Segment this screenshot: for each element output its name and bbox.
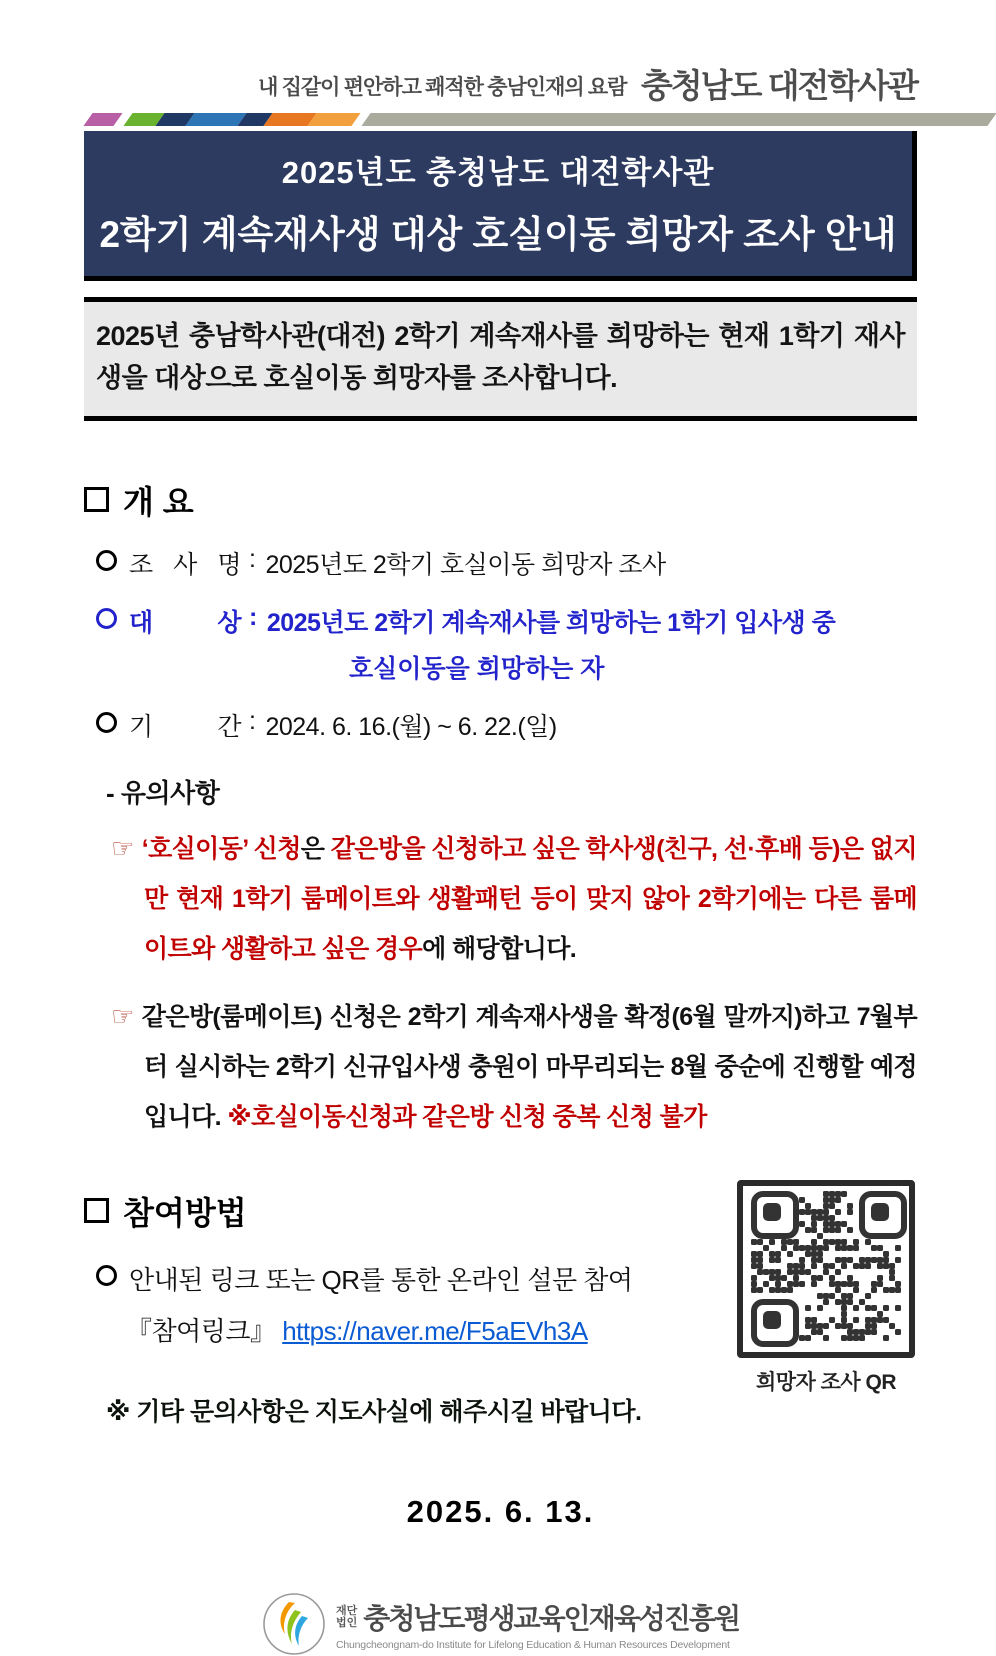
qr-caption: 희망자 조사 QR — [755, 1370, 897, 1394]
organization-logo-icon — [262, 1592, 326, 1656]
overview-item-period — [84, 707, 917, 743]
survey-name-value: 2025년도 2학기 호실이동 희망자 조사 — [265, 550, 666, 579]
org-prefix — [336, 1605, 357, 1629]
color-bar-segment — [307, 113, 360, 126]
overview-item-target — [84, 603, 917, 639]
colon: : — [249, 544, 256, 573]
title-line2: 2학기 계속재사생 대상 호실이동 희망자 조사 안내 — [99, 214, 897, 255]
organization-name-english: Chungcheongnam-do Institute for Lifelong Education & Human Resources Development — [336, 1638, 730, 1651]
pointing-hand-icon: ☞ — [111, 1000, 134, 1031]
notice-page — [2, 0, 994, 1651]
notes-heading: - 유의사항 — [106, 777, 220, 808]
period-label: 기 간 — [129, 712, 241, 741]
target-value-line2: 호실이동을 희망하는 자 — [349, 654, 605, 683]
circle-bullet-icon — [96, 1265, 117, 1286]
target-value-line1: 2025년도 2학기 계속재사를 희망하는 1학기 입사생 중 — [266, 608, 836, 637]
note2-black-segment: 같은방(룸메이트) 신청은 2학기 계속재사생을 확정(6월 말까지)하고 7월부터 실시하는 2학기 신규입사생 충원이 마무리되는 8월 중순에 진행할 예정입니다. — [141, 1002, 917, 1131]
header-brand: 충청남도 대전학사관 — [640, 67, 917, 104]
target-label: 대 상 — [129, 608, 241, 637]
color-bar-segment — [361, 113, 996, 126]
circle-bullet-icon — [96, 712, 117, 733]
intro-box: 2025년 충남학사관(대전) 2학기 계속재사를 희망하는 현재 1학기 재사생을 대상으로 호실이동 희망자를 조사합니다. — [84, 297, 917, 421]
participation-heading-label: 참여방법 — [123, 1194, 247, 1231]
document-date: 2025. 6. 13. — [406, 1493, 595, 1529]
participation-bullet-text: 안내된 링크 또는 QR를 통한 온라인 설문 참여 — [129, 1264, 633, 1295]
circle-bullet-icon — [96, 550, 117, 571]
contact-note: ※ 기타 문의사항은 지도사실에 해주시길 바랍니다. — [106, 1397, 642, 1426]
note-room-change — [84, 822, 917, 974]
square-bullet-icon — [84, 487, 109, 512]
circle-bullet-icon — [96, 608, 117, 629]
org-prefix-top: 재단 — [336, 1604, 358, 1617]
participation-section — [84, 1188, 917, 1428]
square-bullet-icon — [84, 1198, 109, 1223]
qr-code — [737, 1180, 915, 1358]
note1-red-segment: 같은방을 신청하고 싶은 학사생(친구, 선·후배 등)은 없지만 현재 1학기 룸메이트와 생활패턴 등이 맞지 않아 2학기에는 다른 룸메이트와 생활하고 싶은 경우 — [144, 834, 917, 963]
pointing-hand-icon: ☞ — [111, 832, 134, 863]
link-prefix: 『참여링크』 — [126, 1315, 276, 1346]
qr-block — [735, 1180, 917, 1396]
decorative-color-bar — [84, 113, 917, 126]
note-same-room — [84, 990, 917, 1142]
header-slogan-row — [84, 0, 917, 107]
title-block — [84, 131, 917, 281]
organization-text-block — [336, 1597, 739, 1651]
survey-link[interactable]: https://naver.me/F5aEVh3A — [282, 1315, 588, 1346]
colon: : — [249, 602, 257, 631]
note1-red-segment: ‘호실이동’ 신청 — [141, 834, 301, 863]
period-value: 2024. 6. 16.(월) ~ 6. 22.(일) — [265, 712, 557, 741]
note1-black-segment: 은 — [300, 834, 331, 863]
title-line1: 2025년도 충청남도 대전학사관 — [281, 155, 715, 190]
participation-bullet — [84, 1260, 704, 1297]
overview-heading-label: 개 요 — [123, 483, 194, 520]
footer-logo — [84, 1592, 917, 1656]
survey-name-label: 조 사 명 — [129, 550, 241, 579]
qr-code-image — [751, 1191, 901, 1341]
overview-heading — [84, 477, 917, 523]
color-bar-segment — [83, 113, 122, 126]
header-slogan: 내 집같이 편안하고 쾌적한 충남인재의 요람 — [258, 75, 627, 99]
overview-item-survey-name — [84, 545, 917, 581]
organization-name: 충청남도평생교육인재육성진흥원 — [363, 1602, 739, 1634]
note1-black-segment: 에 해당합니다. — [422, 934, 577, 963]
org-prefix-bottom: 법인 — [336, 1616, 358, 1629]
note2-red-segment: ※호실이동신청과 같은방 신청 중복 신청 불가 — [227, 1102, 707, 1131]
colon: : — [249, 706, 256, 735]
